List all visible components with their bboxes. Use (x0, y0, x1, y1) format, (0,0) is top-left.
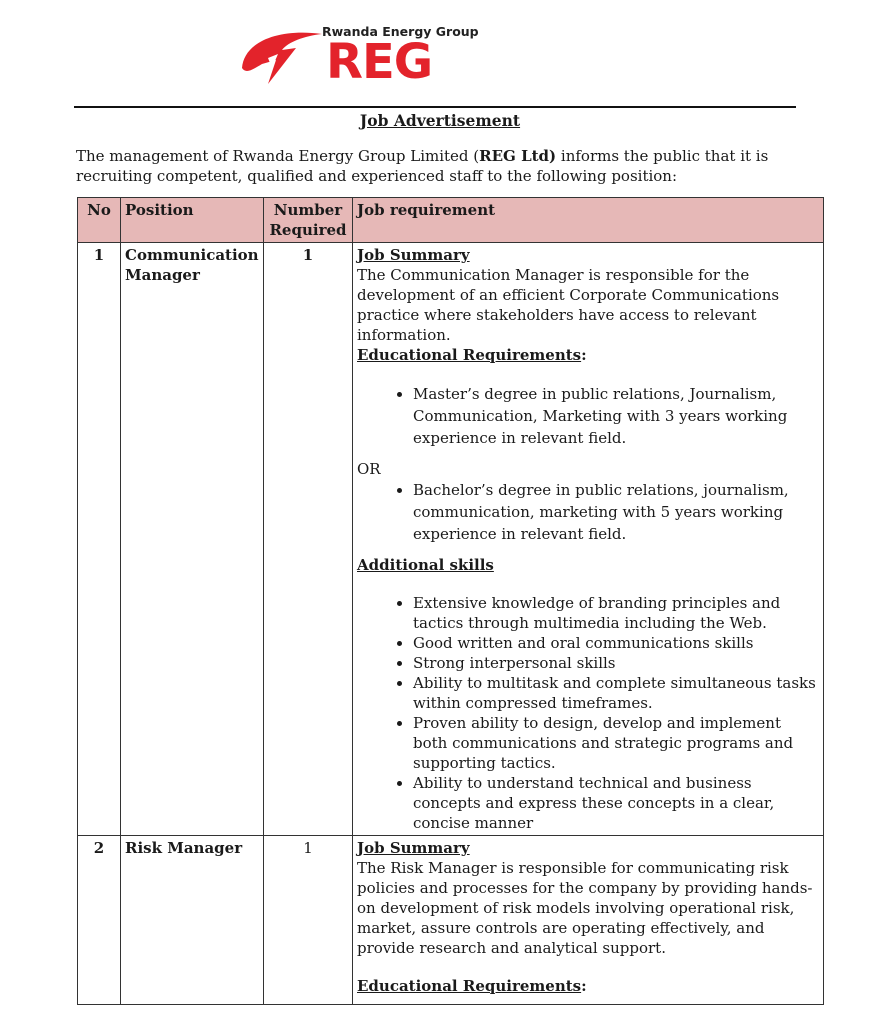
skills-list (357, 593, 819, 833)
intro-company-abbrev: REG Ltd) (479, 147, 557, 165)
list-item: • Strong interpersonal skills (413, 653, 819, 673)
col-header-position: Position (121, 198, 264, 243)
job-summary-text: The Risk Manager is responsible for communicating risk policies and processes for the company by providing hands-on development of risk models involving operational risk, market, assure controls are operating effectively, and provide research and analytical support. (357, 859, 813, 957)
additional-skills-heading: Additional skills (357, 556, 494, 574)
job-requirement-cell: Job Summary The Risk Manager is responsible for communicating risk policies and processes for the company by providing hands-on development of risk models involving operational risk, market, assure controls are operating effectively, and provide research and analytical support. Educational Requirements: (353, 836, 824, 1005)
reg-logo (238, 18, 478, 88)
col-header-job-requirement: Job requirement (353, 198, 824, 243)
row-number: 2 (78, 836, 121, 1005)
number-required: 1 (264, 836, 353, 1005)
intro-paragraph (76, 146, 806, 186)
positions-table (77, 197, 824, 1005)
header-divider (74, 106, 796, 108)
position-title: Risk Manager (121, 836, 264, 1005)
position-title: Communication Manager (121, 243, 264, 836)
number-required: 1 (264, 243, 353, 836)
company-name: Rwanda Energy Group (322, 24, 479, 39)
intro-text-before: The management of Rwanda Energy Group Limited ( (76, 147, 480, 165)
logo-wordmark: REG (326, 34, 433, 90)
list-item: • Bachelor’s degree in public relations, journalism, communication, marketing with 5 years working experience in relevant field. (413, 479, 819, 545)
education-list (357, 383, 819, 449)
list-item: • Extensive knowledge of branding principles and tactics through multimedia including the Web. (413, 593, 819, 633)
job-summary-heading: Job Summary (357, 246, 470, 264)
education-list-alt (357, 479, 819, 545)
job-summary-heading: Job Summary (357, 839, 470, 857)
educational-requirements-heading: Educational Requirements (357, 346, 582, 364)
list-item: • Ability to multitask and complete simultaneous tasks within compressed timeframes. (413, 673, 819, 713)
educational-requirements-heading: Educational Requirements (357, 977, 582, 995)
table-header-row (78, 198, 824, 243)
list-item: • Ability to understand technical and business concepts and express these concepts in a clear, concise manner (413, 773, 819, 833)
col-header-number-required: Number Required (264, 198, 353, 243)
list-item: • Good written and oral communications skills (413, 633, 819, 653)
intro-text-after: informs the public that it is recruiting competent, qualified and experienced staff to the following position: (76, 147, 769, 185)
table-row (78, 243, 824, 836)
list-item: • Master’s degree in public relations, Journalism, Communication, Marketing with 3 years working experience in relevant field. (413, 383, 819, 449)
col-header-no: No (78, 198, 121, 243)
document-title: Job Advertisement (359, 111, 521, 130)
or-separator: OR (357, 460, 381, 478)
table-row (78, 836, 824, 1005)
row-number: 1 (78, 243, 121, 836)
job-summary-text: The Communication Manager is responsible for the development of an efficient Corporate Communications practice where stakeholders have access to relevant information. (357, 266, 780, 344)
list-item: • Proven ability to design, develop and implement both communications and strategic programs and supporting tactics. (413, 713, 819, 773)
job-requirement-cell: Job Summary The Communication Manager is responsible for the development of an efficient Corporate Communications practice where stakeholders have access to relevant information. Educational Requirements: • Master’s degree in public relations, Journalism, Communication, Marketing with 3 years working experience in relevant field. OR • Bachelor’s degree in public relations, journalism, communication, marketing with 5 years working experience in relevant field. Additional skills • Extensive knowledge of branding principles and tactics through multimedia including the Web. • Good written and oral communications skills • Strong interpersonal skills • Ability to multitask and complete simultaneous tasks within compressed timeframes. • Proven ability to design, develop and implement both communications and strategic programs and supporting tactics. • Ability to understand technical and business concepts and express these concepts in a clear, concise manner (353, 243, 824, 836)
